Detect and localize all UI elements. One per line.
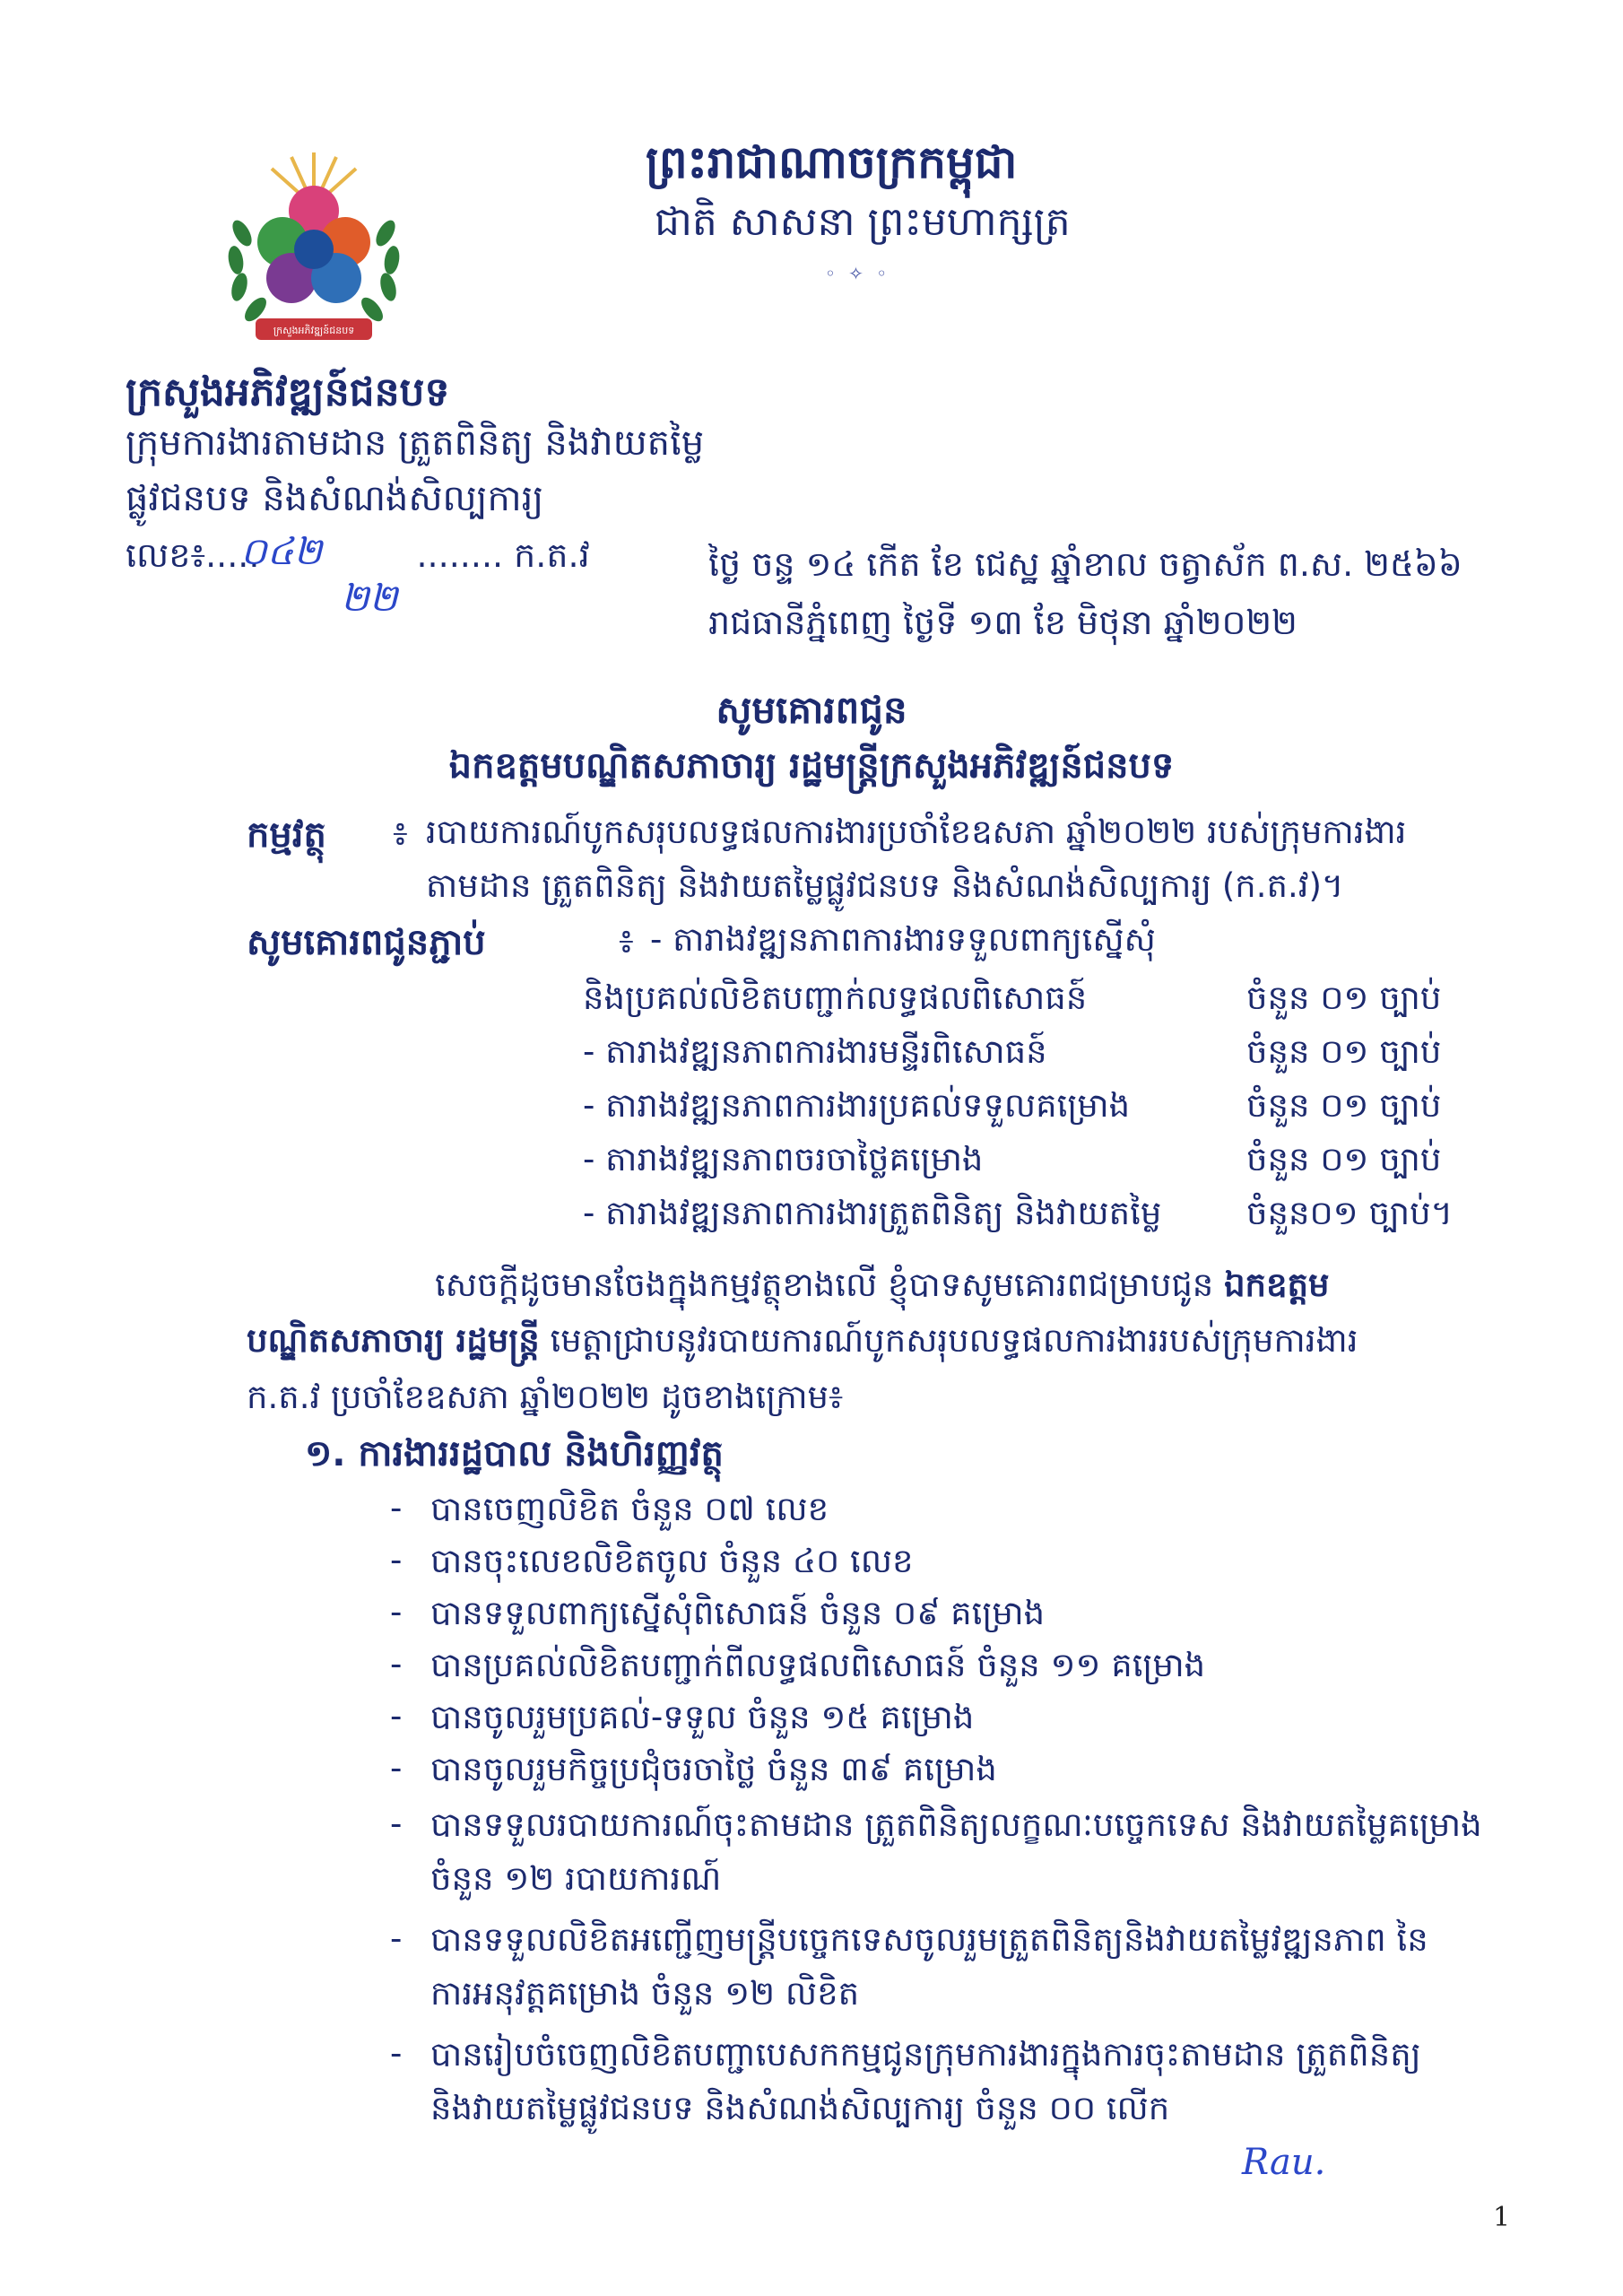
list-item: បានចុះលេខលិខិតចូល ចំនួន ៤០ លេខ	[430, 1542, 914, 1580]
list-item: -	[390, 2034, 403, 2073]
intro-line2	[247, 1320, 1358, 1369]
list-item: -	[390, 1919, 403, 1958]
list-item: បានចូលរួមកិច្ចប្រជុំចរចាថ្លៃ ចំនួន ៣៩ គម្រោង	[430, 1750, 997, 1788]
attachment-count: ចំនួន ០១ ច្បាប់	[1246, 978, 1442, 1017]
list-item: -	[390, 1541, 403, 1579]
list-item: បានទទួលរបាយការណ៍ចុះតាមដាន ត្រួតពិនិត្យលក្ខណៈបច្ចេកទេស និងវាយតម្លៃគម្រោង	[430, 1805, 1482, 1844]
list-item: -	[390, 1489, 403, 1527]
section-1-title: ១. ការងាររដ្ឋបាល និងហិរញ្ញវត្ថុ	[305, 1433, 724, 1474]
intro-line1-bold: ឯកឧត្តម	[1224, 1265, 1330, 1304]
list-item: -	[390, 1805, 403, 1843]
intro-line2-text: មេត្តាជ្រាបនូវរបាយការណ៍បូកសរុបលទ្ធផលការងាររបស់ក្រុមការងារ	[550, 1321, 1358, 1360]
intro-line2-bold: បណ្ឌិតសភាចារ្យ រដ្ឋមន្ត្រី	[247, 1321, 540, 1360]
list-item: -	[390, 1697, 403, 1735]
subject-line1: របាយការណ៍បូកសរុបលទ្ធផលការងារប្រចាំខែឧសភា ឆ្នាំ២០២២ របស់ក្រុមការងារ	[426, 813, 1407, 851]
subject-line2: តាមដាន ត្រួតពិនិត្យ និងវាយតម្លៃផ្លូវជនបទ និងសំណង់សិល្បការ្យ (ក.ត.វ)។	[426, 866, 1344, 905]
subject-label: កម្មវត្ថុ	[247, 814, 326, 856]
attachments-label: សូមគោរពជូនភ្ជាប់	[247, 922, 486, 963]
flower-emblem	[257, 186, 370, 303]
intro-line1-text: សេចក្ដីដូចមានចែងក្នុងកម្មវត្ថុខាងលើ ខ្ញុំបាទសូមគោរពជម្រាបជូន	[435, 1265, 1214, 1304]
logo-banner-text: ក្រសួងអភិវឌ្ឍន៍ជនបទ	[273, 325, 355, 336]
reference-handwritten-number: ០៤២	[240, 529, 323, 573]
kingdom-title: ព្រះរាជាណាចក្រកម្ពុជា	[646, 136, 1018, 188]
list-item: បានចេញលិខិត ចំនួន ០៧ លេខ	[430, 1490, 829, 1528]
list-item: -	[390, 1645, 403, 1683]
list-item: -	[390, 1749, 403, 1787]
list-item-continuation: និងវាយតម្លៃផ្លូវជនបទ និងសំណង់សិល្បការ្យ ចំនួន ០០ លើក	[430, 2089, 1170, 2127]
ministry-name: ក្រសួងអភិវឌ្ឍន៍ជនបទ	[126, 370, 450, 415]
attachment-count: ចំនួន ០១ ច្បាប់	[1246, 1086, 1442, 1125]
page-number: 1	[1493, 2202, 1511, 2233]
ornament-divider: ◦ ✧ ◦	[825, 263, 891, 284]
list-item: បានរៀបចំចេញលិខិតបញ្ជាបេសកកម្មជូនក្រុមការងារក្នុងការចុះតាមដាន ត្រួតពិនិត្យ	[430, 2035, 1421, 2074]
reference-handwritten-year: ២២	[341, 576, 398, 620]
attachment-item: - តារាងវឌ្ឍនភាពការងារត្រួតពិនិត្យ និងវាយតម្លៃ	[583, 1194, 1162, 1232]
list-item: បានទទួលលិខិតអញ្ជើញមន្ត្រីបច្ចេកទេសចូលរួមត្រួតពិនិត្យនិងវាយតម្លៃវឌ្ឍនភាព នៃ	[430, 1920, 1428, 1959]
list-item-continuation: ចំនួន ១២ របាយការណ៍	[430, 1859, 722, 1898]
unit-name-line2: ផ្លូវជនបទ និងសំណង់សិល្បការ្យ	[126, 478, 544, 519]
reference-label: លេខ៖.....	[126, 535, 260, 575]
lunar-date: ថ្ងៃ ចន្ទ ១៤ កើត ខែ ជេស្ឋ ឆ្នាំខាល ចត្វាស័ក ព.ស. ២៥៦៦	[708, 544, 1462, 584]
list-item: បានទទួលពាក្យស្នើសុំពិសោធន៍ ចំនួន ០៩ គម្រោង	[430, 1594, 1046, 1632]
attachment-item: - តារាងវឌ្ឍនភាពការងារមន្ទីរពិសោធន៍	[583, 1032, 1047, 1071]
list-item: បានចូលរួមប្រគល់-ទទួល ចំនួន ១៥ គម្រោង	[430, 1698, 975, 1736]
intro-line3: ក.ត.វ ប្រចាំខែឧសភា ឆ្នាំ២០២២ ដូចខាងក្រោម៖	[247, 1378, 844, 1416]
salutation: សូមគោរពជូន	[716, 688, 907, 732]
national-motto: ជាតិ សាសនា ព្រះមហាក្សត្រ	[655, 199, 1071, 245]
attachment-item: - តារាងវឌ្ឍនភាពការងារទទួលពាក្យស្នើសុំ	[650, 920, 1156, 959]
list-item: -	[390, 1593, 403, 1631]
attachment-count: ចំនួន ០១ ច្បាប់	[1246, 1032, 1442, 1071]
attachment-item: និងប្រគល់លិខិតបញ្ជាក់លទ្ធផលពិសោធន៍	[583, 978, 1088, 1017]
attachment-count: ចំនួន០១ ច្បាប់។	[1246, 1194, 1454, 1232]
ministry-logo	[220, 135, 408, 359]
attachment-count: ចំនួន ០១ ច្បាប់	[1246, 1140, 1442, 1178]
attachment-item: - តារាងវឌ្ឍនភាពចរចាថ្លៃគម្រោង	[583, 1140, 984, 1178]
list-item-continuation: ការអនុវត្តគម្រោង ចំនួន ១២ លិខិត	[430, 1974, 860, 2013]
unit-name-line1: ក្រុមការងារតាមដាន ត្រួតពិនិត្យ និងវាយតម្លៃ	[126, 422, 705, 464]
attachment-item: - តារាងវឌ្ឍនភាពការងារប្រគល់ទទួលគម្រោង	[583, 1086, 1131, 1125]
attachments-colon: ៖	[619, 921, 634, 961]
recipient: ឯកឧត្តមបណ្ឌិតសភាចារ្យ រដ្ឋមន្រ្តីក្រសួងអភិវឌ្ឍន៍ជនបទ	[448, 745, 1175, 787]
handwritten-initials: Rau.	[1242, 2142, 1326, 2183]
subject-colon: ៖	[393, 813, 408, 853]
list-item: បានប្រគល់លិខិតបញ្ជាក់ពីលទ្ធផលពិសោធន៍ ចំនួន ១១ គម្រោង	[430, 1646, 1206, 1684]
reference-dots: ........ ក.ត.វ	[416, 535, 590, 575]
solar-date: រាជធានីភ្នំពេញ ថ្ងៃទី ១៣ ខែ មិថុនា ឆ្នាំ២០២២	[708, 603, 1298, 642]
intro-line1	[435, 1265, 1330, 1313]
